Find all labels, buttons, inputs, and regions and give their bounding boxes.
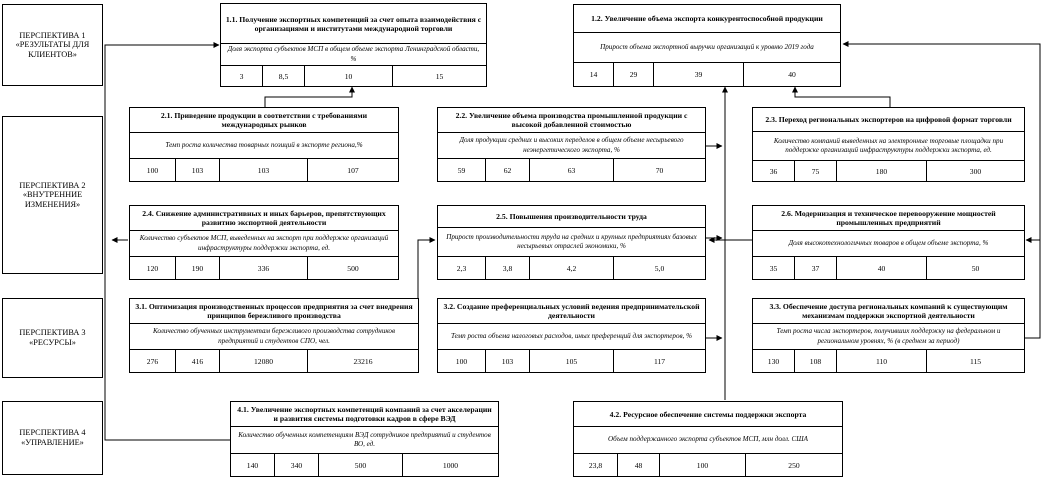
goal-3-1 [129,298,419,373]
value-cell: 120 [130,257,176,279]
goal-1-1-title: 1.1. Получение экспортных компетенций за счет опыта взаимодействия с организациями и институтами международной торговли [221,4,486,44]
value-cell: 250 [788,460,800,470]
goal-1-2 [573,4,841,87]
goal-3-1-indicator: Количество обученных инструментам бережливого производства сотрудников предприятий и студентов СПО, чел. [130,324,418,350]
value-cell: 117 [653,356,666,366]
value-cell: 62 [486,159,530,181]
value-cell: 115 [969,356,982,366]
value-cell: 40 [788,70,796,79]
goal-2-1-indicator: Темп роста количества товарных позиций в экспорте региона,% [130,133,398,159]
value-cell: 8,5 [263,66,305,86]
value-cell: 105 [530,350,614,372]
goal-3-2-values [438,350,705,372]
value-cell: 59 [438,159,486,181]
goal-1-2-values [574,63,840,86]
goal-1-1-indicator: Доля экспорта субъектов МСП в общем объеме экспорта Ленинградской области, % [221,44,486,66]
value-cell: 110 [837,350,927,372]
value-cell: 416 [176,350,220,372]
value-cell: 12080 [220,350,308,372]
arrow-3-1-to-2-5 [418,240,435,298]
value-cell: 75 [795,161,837,181]
value-cell: 276 [130,350,176,372]
value-cell: 108 [795,350,837,372]
value-cell: 336 [220,257,308,279]
value-cell: 23,8 [574,454,618,476]
goal-2-1-values [130,159,398,181]
goal-2-2 [437,107,706,182]
goal-2-1 [129,107,399,182]
value-cell: 500 [347,263,359,273]
arrow-3-3-to-2-6 [1023,240,1040,338]
value-cell: 15 [435,71,444,81]
goal-2-4 [129,205,399,280]
value-cell: 100 [130,159,176,181]
value-cell: 340 [275,454,319,476]
value-cell: 103 [220,159,308,181]
value-cell: 40 [837,257,927,279]
goal-2-6-values [753,257,1024,279]
value-cell: 4,2 [530,257,614,279]
goal-3-1-title: 3.1. Оптимизация производственных процессов предприятия за счет внедрения принципов бережливого производства [130,299,418,324]
arrow-2-3-to-1-2 [795,87,890,107]
value-cell: 140 [231,454,275,476]
goal-3-2-title: 3.2. Создание преференциальных условий ведения предпринимательской деятельности [438,299,705,324]
value-cell: 103 [176,159,220,181]
value-cell: 39 [654,63,744,86]
value-cell: 2,3 [438,257,486,279]
value-cell: 103 [486,350,530,372]
value-cell: 63 [530,159,614,181]
goal-2-5 [437,205,706,280]
goal-2-4-title: 2.4. Снижение административных и иных барьеров, препятствующих развитию экспортной деятельности [130,206,398,231]
goal-4-1 [230,401,499,477]
goal-1-2-title: 1.2. Увеличение объема экспорта конкурентоспособной продукции [574,5,840,33]
goal-2-3-values [753,161,1024,181]
goal-2-5-indicator: Прирост производительности труда на средних и крупных предприятиях базовых несырьевых отраслей экономики, % [438,228,705,257]
value-cell: 500 [319,454,403,476]
goal-3-2 [437,298,706,373]
goal-4-2-values [574,454,842,476]
value-cell: 180 [837,161,927,181]
value-cell: 3 [221,66,263,86]
goal-3-3-values [753,350,1024,372]
perspective-2-label: ПЕРСПЕКТИВА 2 «ВНУТРЕННИЕ ИЗМЕНЕНИЯ» [2,116,103,274]
perspective-4-label: ПЕРСПЕКТИВА 4 «УПРАВЛЕНИЕ» [2,401,103,475]
goal-1-2-indicator: Прирост объема экспортной выручки организаций к уровню 2019 года [574,33,840,63]
goal-4-1-indicator: Количество обученных компетенциям ВЭД сотрудников предприятий и студентов ВО, ед. [231,427,498,454]
value-cell: 130 [753,350,795,372]
goal-2-4-indicator: Количество субъектов МСП, выведенных на экспорт при поддержке организаций инфраструктуры поддержки экспорта, ед. [130,231,398,257]
goal-2-6-title: 2.6. Модернизация и техническое перевооружение мощностей промышленных предприятий [753,206,1024,231]
value-cell: 1000 [442,460,459,470]
value-cell: 37 [795,257,837,279]
goal-1-1 [220,3,487,87]
goal-3-3-indicator: Темп роста числа экспортеров, получивших поддержку на федеральном и региональном уровнях, % (в среднем за период) [753,324,1024,350]
goal-2-2-title: 2.2. Увеличение объема производства промышленной продукции с высокой добавленной стоимостью [438,108,705,133]
goal-4-1-title: 4.1. Увеличение экспортных компетенций компаний за счет акселерации и развития системы подготовки кадров в сфере ВЭД [231,402,498,427]
value-cell: 5,0 [654,263,665,273]
value-cell: 50 [971,263,980,273]
value-cell: 190 [176,257,220,279]
goal-3-2-indicator: Темп роста объема налоговых расходов, иных преференций для экспортеров, % [438,324,705,350]
goal-2-3-indicator: Количество компаний выведенных на электронные торговые площадки при поддержке организаций инфраструктуры поддержки экспорта, ед. [753,132,1024,161]
goal-2-3 [752,107,1025,182]
arrow-2-1-to-1-1 [265,87,352,107]
value-cell: 107 [347,165,359,175]
goal-2-6-indicator: Доля высокотехнологичных товаров в общем объеме экспорта, % [753,231,1024,257]
value-cell: 10 [305,66,393,86]
goal-4-2-title: 4.2. Ресурсное обеспечение системы поддержки экспорта [574,402,842,427]
goal-2-6 [752,205,1025,280]
perspective-3-label: ПЕРСПЕКТИВА 3 «РЕСУРСЫ» [2,298,103,378]
goal-2-2-values [438,159,705,181]
goal-4-1-values [231,454,498,476]
goal-3-3 [752,298,1025,373]
goal-2-5-title: 2.5. Повышения производительности труда [438,206,705,228]
value-cell: 48 [618,454,660,476]
value-cell: 3,8 [486,257,530,279]
value-cell: 70 [655,165,664,175]
perspective-1-label: ПЕРСПЕКТИВА 1 «РЕЗУЛЬТАТЫ ДЛЯ КЛИЕНТОВ» [2,4,103,86]
goal-2-2-indicator: Доля продукции средних и высоких переделов в общем объеме несырьевого неэнергетического экспорта, % [438,133,705,159]
goal-2-3-title: 2.3. Переход региональных экспортеров на цифровой формат торговли [753,108,1024,132]
goal-4-2 [573,401,843,477]
goal-4-2-indicator: Объем поддержанного экспорта субъектов МСП, млн долл. США [574,427,842,454]
value-cell: 23216 [353,356,373,366]
goal-1-1-values [221,66,486,86]
value-cell: 300 [969,166,982,176]
goal-3-1-values [130,350,418,372]
value-cell: 29 [614,63,654,86]
value-cell: 35 [753,257,795,279]
goal-2-1-title: 2.1. Приведение продукции в соответствии с требованиями международных рынков [130,108,398,133]
value-cell: 36 [753,161,795,181]
goal-2-5-values [438,257,705,279]
value-cell: 14 [574,63,614,86]
value-cell: 100 [438,350,486,372]
value-cell: 100 [660,454,746,476]
goal-3-3-title: 3.3. Обеспечение доступа региональных компаний к существующим механизмам поддержки экспортной деятельности [753,299,1024,324]
goal-2-4-values [130,257,398,279]
